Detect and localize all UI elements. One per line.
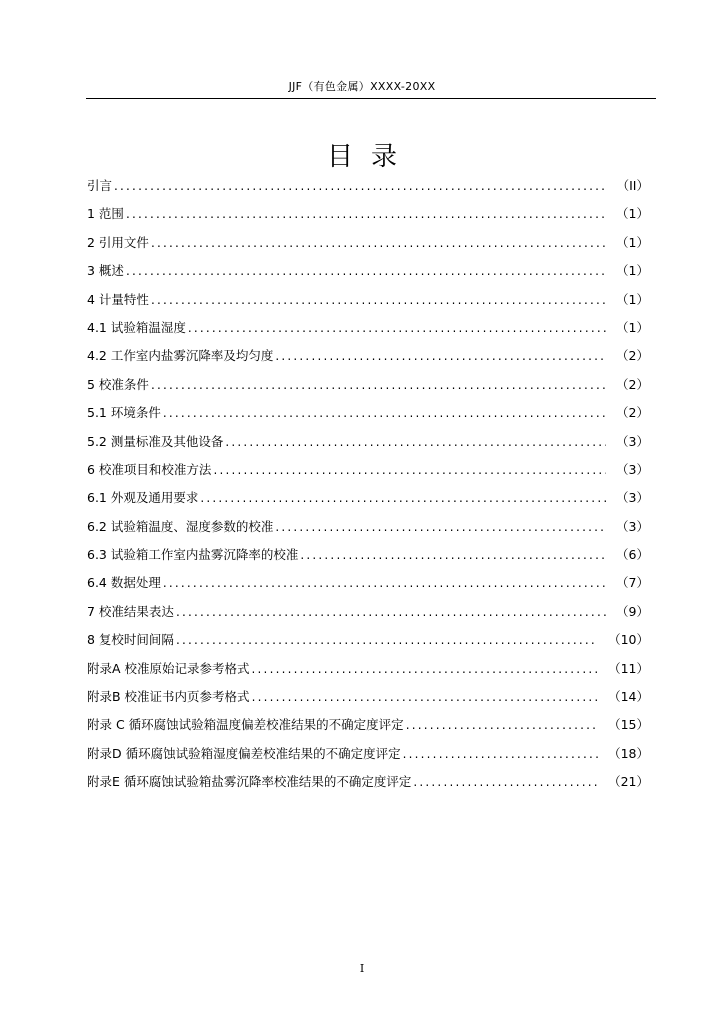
toc-title: 目录: [326, 142, 415, 172]
toc-dot-leader: [151, 290, 606, 310]
toc-entry-label: 7 校准结果表达: [87, 603, 174, 619]
toc-entry-label: 6.2 试验箱温度、湿度参数的校准: [87, 518, 274, 534]
toc-dot-leader: [252, 687, 599, 707]
toc-entry-page: （9）: [616, 603, 649, 619]
toc-entry[interactable]: [87, 715, 649, 743]
toc-entry[interactable]: [87, 375, 649, 403]
toc-entry-label: 2 引用文件: [87, 234, 149, 250]
toc-entry-page: （3）: [616, 461, 649, 477]
toc-entry-page: （3）: [616, 433, 649, 449]
toc-entry[interactable]: [87, 318, 649, 346]
toc-list: [87, 176, 649, 801]
toc-entry[interactable]: [87, 602, 649, 630]
toc-entry-page: （3）: [616, 518, 649, 534]
toc-dot-leader: [403, 744, 598, 764]
toc-entry-label: 4.1 试验箱温湿度: [87, 319, 186, 335]
toc-dot-leader: [176, 602, 606, 622]
toc-entry-page: （3）: [616, 490, 649, 506]
toc-dot-leader: [225, 432, 606, 452]
toc-entry[interactable]: [87, 403, 649, 431]
toc-dot-leader: [151, 375, 606, 395]
toc-entry[interactable]: [87, 772, 649, 800]
toc-entry-page: （1）: [616, 234, 649, 250]
toc-entry-page: （10）: [608, 632, 649, 648]
toc-entry[interactable]: [87, 346, 649, 374]
running-header: JJF（有色金属）XXXX-20XX: [288, 80, 436, 93]
toc-dot-leader: [252, 659, 599, 679]
toc-entry[interactable]: [87, 517, 649, 545]
toc-entry-page: （1）: [616, 291, 649, 307]
toc-entry[interactable]: [87, 290, 649, 318]
toc-entry[interactable]: [87, 659, 649, 687]
toc-entry-page: （2）: [616, 376, 649, 392]
toc-entry-label: 3 概述: [87, 263, 124, 279]
toc-dot-leader: [188, 318, 606, 338]
toc-entry-label: 附录A 校准原始记录参考格式: [87, 660, 250, 676]
toc-entry-page: （14）: [608, 689, 649, 705]
toc-entry[interactable]: [87, 176, 649, 204]
toc-entry-label: 8 复校时间间隔: [87, 632, 174, 648]
toc-entry[interactable]: [87, 204, 649, 232]
toc-entry[interactable]: [87, 687, 649, 715]
toc-entry[interactable]: [87, 233, 649, 261]
toc-dot-leader: [413, 772, 598, 792]
toc-dot-leader: [406, 715, 598, 735]
toc-dot-leader: [114, 176, 607, 196]
toc-entry-label: 附录E 循环腐蚀试验箱盐雾沉降率校准结果的不确定度评定: [87, 774, 412, 790]
toc-entry[interactable]: [87, 460, 649, 488]
toc-entry-page: （1）: [616, 263, 649, 279]
page-number: I: [359, 962, 365, 975]
toc-entry-label: 5.2 测量标准及其他设备: [87, 433, 224, 449]
toc-entry-page: （II）: [616, 178, 649, 193]
toc-dot-leader: [300, 545, 606, 565]
toc-entry-page: （1）: [616, 319, 649, 335]
toc-entry-label: 6.3 试验箱工作室内盐雾沉降率的校准: [87, 547, 299, 563]
toc-entry-label: 5.1 环境条件: [87, 405, 161, 421]
toc-dot-leader: [176, 630, 598, 650]
toc-entry-label: 4 计量特性: [87, 291, 149, 307]
toc-entry[interactable]: [87, 744, 649, 772]
toc-dot-leader: [126, 204, 606, 224]
toc-entry-page: （2）: [616, 405, 649, 421]
toc-entry[interactable]: [87, 488, 649, 516]
toc-entry[interactable]: [87, 630, 649, 658]
toc-entry-label: 4.2 工作室内盐雾沉降率及均匀度: [87, 348, 274, 364]
toc-entry-page: （11）: [608, 660, 649, 676]
toc-entry-label: 附录D 循环腐蚀试验箱湿度偏差校准结果的不确定度评定: [87, 745, 401, 761]
toc-dot-leader: [126, 261, 606, 281]
toc-entry-page: （21）: [608, 774, 649, 790]
toc-dot-leader: [200, 488, 606, 508]
toc-entry[interactable]: [87, 432, 649, 460]
toc-entry-label: 1 范围: [87, 206, 124, 222]
toc-dot-leader: [275, 517, 606, 537]
toc-entry-label: 附录 C 循环腐蚀试验箱温度偏差校准结果的不确定度评定: [87, 717, 404, 733]
toc-dot-leader: [163, 403, 606, 423]
toc-dot-leader: [151, 233, 606, 253]
toc-entry-label: 5 校准条件: [87, 376, 149, 392]
toc-entry-label: 6 校准项目和校准方法: [87, 461, 212, 477]
toc-dot-leader: [163, 573, 606, 593]
toc-entry-page: （2）: [616, 348, 649, 364]
toc-entry[interactable]: [87, 573, 649, 601]
header-rule: [86, 98, 656, 99]
toc-entry[interactable]: [87, 261, 649, 289]
toc-entry-page: （7）: [616, 575, 649, 591]
toc-dot-leader: [213, 460, 606, 480]
toc-entry-page: （18）: [608, 745, 649, 761]
toc-entry-page: （15）: [608, 717, 649, 733]
toc-entry-page: （6）: [616, 547, 649, 563]
toc-entry[interactable]: [87, 545, 649, 573]
toc-entry-label: 附录B 校准证书内页参考格式: [87, 689, 250, 705]
toc-entry-label: 引言: [87, 178, 113, 193]
toc-entry-label: 6.4 数据处理: [87, 575, 161, 591]
toc-dot-leader: [275, 346, 606, 366]
toc-entry-label: 6.1 外观及通用要求: [87, 490, 199, 506]
toc-entry-page: （1）: [616, 206, 649, 222]
